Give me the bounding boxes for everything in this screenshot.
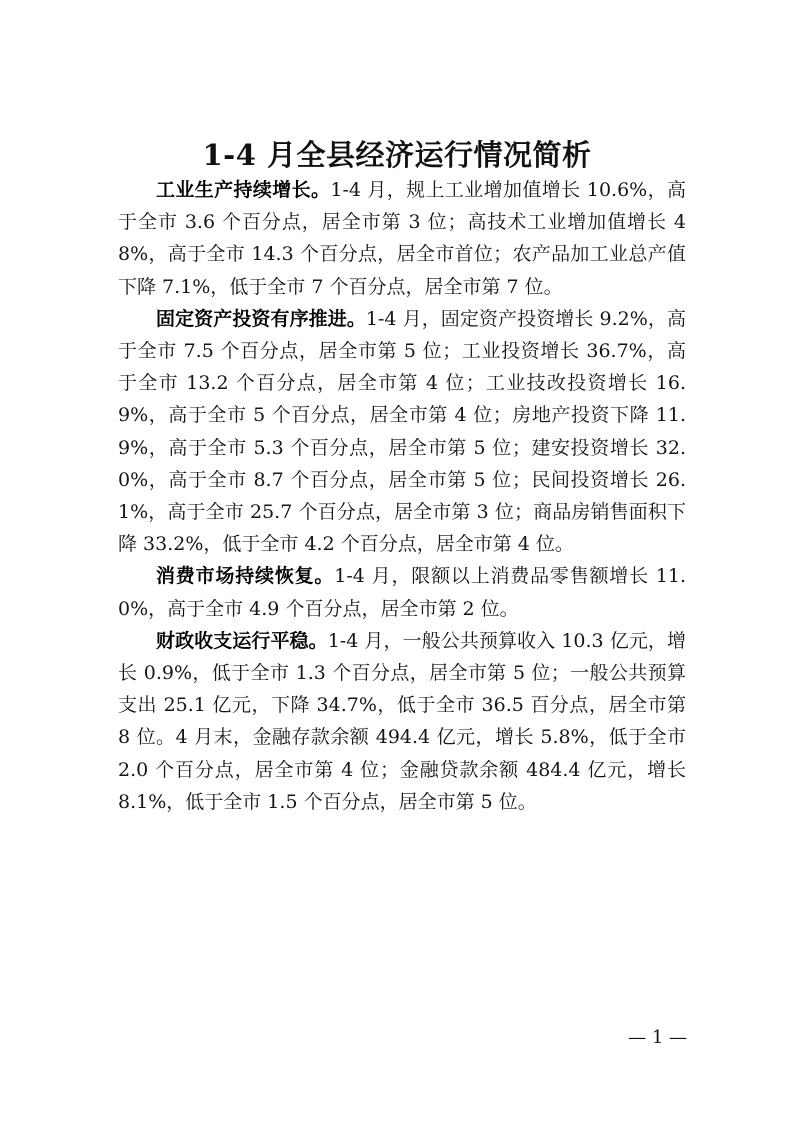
page-number: — 1 — — [628, 1027, 687, 1048]
paragraph-finance — [118, 625, 686, 818]
paragraph-investment — [118, 303, 686, 561]
paragraph-lead: 工业生产持续增长。 — [156, 179, 331, 201]
document-body — [118, 174, 686, 818]
paragraph-consumption — [118, 560, 686, 624]
paragraph-text: 1-4 月，限额以上消费品零售额增长 11.0%，高于全市 4.9 个百分点，居全市第 2 位。 — [118, 565, 686, 620]
paragraph-industry — [118, 174, 686, 303]
paragraph-text: 1-4 月，一般公共预算收入 10.3 亿元，增长 0.9%，低于全市 1.3 个百分点，居全市第 5 位；一般公共预算支出 25.1 亿元，下降 34.7%，低于全市 36.5 百分点，居全市第 8 位。4 月末，金融存款余额 494.4 亿元，增长 5.8%，低于全市 2.0 个百分点，居全市第 4 位；金融贷款余额 484.4 亿元，增长 8.1%，低于全市 1.5 个百分点，居全市第 5 位。 — [118, 629, 686, 813]
paragraph-text: 1-4 月，固定资产投资增长 9.2%，高于全市 7.5 个百分点，居全市第 5 位；工业投资增长 36.7%，高于全市 13.2 个百分点，居全市第 4 位；工业技改投资增长 16.9%，高于全市 5 个百分点，居全市第 4 位；房地产投资下降 11.9%，高于全市 5.3 个百分点，居全市第 5 位；建安投资增长 32.0%，高于全市 8.7 个百分点，居全市第 5 位；民间投资增长 26.1%，高于全市 25.7 个百分点，居全市第 3 位；商品房销售面积下降 33.2%，低于全市 4.2 个百分点，居全市第 4 位。 — [118, 307, 686, 556]
paragraph-lead: 固定资产投资有序推进。 — [156, 307, 366, 330]
paragraph-text: 1-4 月，规上工业增加值增长 10.6%，高于全市 3.6 个百分点，居全市第 3 位；高技术工业增加值增长 48%，高于全市 14.3 个百分点，居全市首位；农产品加工业总产值下降 7.1%，低于全市 7 个百分点，居全市第 7 位。 — [118, 179, 686, 298]
paragraph-lead: 财政收支运行平稳。 — [156, 629, 328, 652]
document-title: 1-4 月全县经济运行情况简析 — [202, 138, 592, 173]
paragraph-lead: 消费市场持续恢复。 — [156, 565, 335, 588]
